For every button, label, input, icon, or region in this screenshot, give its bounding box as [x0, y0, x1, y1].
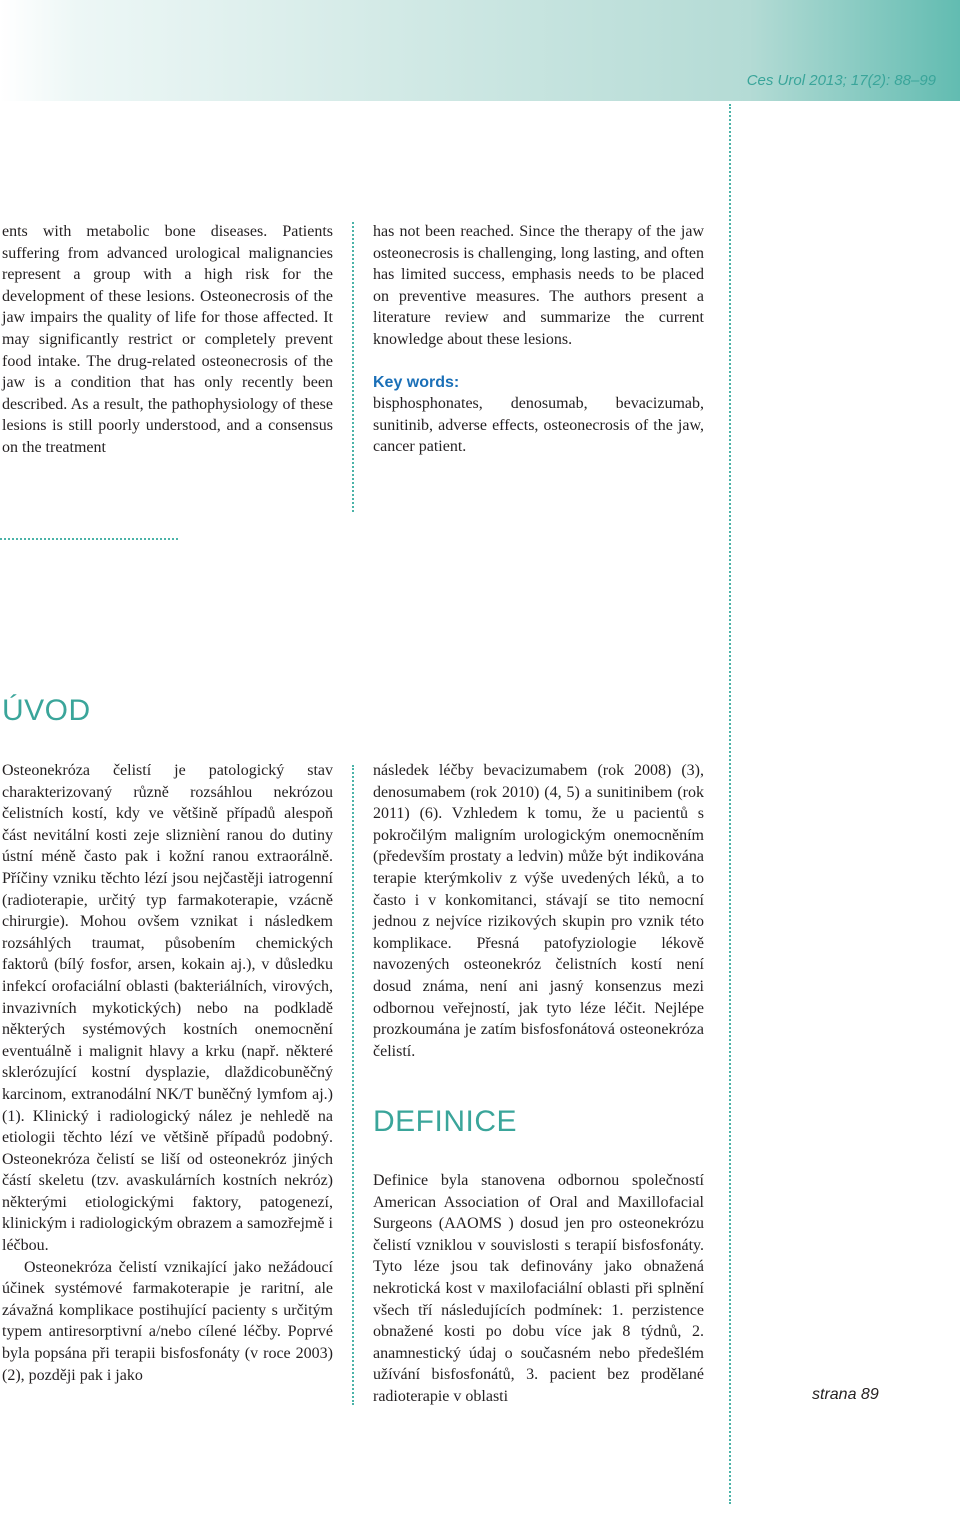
right-margin-rule: [729, 104, 731, 1504]
uvod-paragraph-3: následek léčby bevacizumabem (rok 2008) (3), denosumabem (rok 2010) (4, 5) a sunitinibem (rok 2011) (6). Vzhledem k tomu, že u pacientů s pokročilým maligním urologickým onemocněním (především prostaty a ledvin) může být indikována terapie kterýmkoliv z výše uvedených léků, a to často i v konkomitanci, stávají se tito nemocní jednou z nejvíce rizikových skupin pro vznik této komplikace. Přesná patofyziologie lékově navozených osteonekróz čelistních kostí není dosud známa, není ani jasný konsenzus mezi odbornou veřejností, jak tyto léze léčit. Nejlépe prozkoumána je zatím bisfosfonátová osteonekróza čelistí.: [373, 762, 704, 1060]
definice-paragraph-1: Definice byla stanovena odbornou společností American Association of Oral and Maxillofacial Surgeons (AAOMS ) dosud jen pro osteonekrózu čelistí vzniklou v souvislosti s terapií bisfosfonáty. Tyto léze jsou tak definovány jako obnažená nekrotická kost v maxilofaciální oblasti při splnění všech tří následujících podmínek: 1. perzistence obnažené kosti po dobu více jak 8 týdnů, 2. anamnestický údaj o současném nebo předešlém užívání bisfosfonátů, 3. pacient bez prodělané radioterapie v oblasti: [373, 1172, 704, 1405]
abstract-right-column: [373, 221, 704, 458]
page-number: strana 89: [812, 1386, 879, 1403]
journal-citation: Ces Urol 2013; 17(2): 88–99: [746, 72, 936, 89]
abstract-text-left: ents with metabolic bone diseases. Patients suffering from advanced urological malignancies represent a group with a high risk for the development of these lesions. Osteonecrosis of the jaw impairs the quality of life for those affected. It may significantly restrict or completely prevent food intake. The drug-related osteonecrosis of the jaw is a condition that has only recently been described. As a result, the pathophysiology of these lesions is still poorly understood, and a consensus on the treatment: [2, 223, 333, 456]
uvod-paragraph-1: Osteonekróza čelistí je patologický stav charakterizovaný různě rozsáhlou nekrózou čelistních kostí, kdy ve většině případů alespoň část nevitální kosti zeje sliznièní ranou do dutiny ústní méně často pak i kožní ranou extraorálně. Příčiny vzniku těchto lézí jsou nejčastěji iatrogenní (radioterapie, určitý typ farmakoterapie, vzácně chirurgie). Mohou ovšem vznikat i následkem rozsáhlých traumat, působením chemických faktorů (bílý fosfor, arsen, kokain aj.), v důsledku infekcí orofaciální oblasti (bakteriálních, virových, invazivních mykotických) nebo na podkladě některých systémových kostních onemocnění eventuálně i malignit hlavy a krku (např. některé sklerózující kostní dysplazie, dlaždicobuněčný karcinom, extranodální NK/T buněčný lymfom aj.) (1). Klinický i radiologický nález je nehledě na etiologii těchto lézí ve většině případů podobný. Osteonekróza čelistí se liší od osteonekróz jiných částí skeletu (tzv. avaskulárních kostních nekróz) některými etiologickými faktory, patogenezí, klinickým i radiologickým obrazem a samozřejmě i léčbou.: [2, 762, 333, 1255]
definice-heading: DEFINICE: [373, 1105, 518, 1138]
section-separator: [0, 538, 178, 540]
abstract-text-right: has not been reached. Since the therapy of the jaw osteonecrosis is challenging, long lasting, and often has limited success, emphasis needs to be placed on preventive measures. The authors present a literature review and summarize the current knowledge about these lesions.: [373, 223, 704, 348]
uvod-left-column: [2, 760, 333, 1386]
uvod-paragraph-2: Osteonekróza čelistí vznikající jako nežádoucí účinek systémové farmakoterapie je raritní, ale závažná komplikace postihující pacienty s určitým typem antiresorptivní a/nebo cílené léčby. Poprvé byla popsána při terapii bisfosfonáty (v roce 2003) (2), později pak i jako: [2, 1258, 333, 1384]
abstract-left-column: [2, 221, 333, 459]
body-divider: [352, 765, 354, 1405]
definice-column: [373, 1170, 704, 1408]
uvod-heading: ÚVOD: [2, 694, 91, 727]
keywords-list: bisphosphonates, denosumab, bevacizumab, sunitinib, adverse effects, osteonecrosis of the jaw, cancer patient.: [373, 395, 704, 456]
abstract-divider: [352, 222, 354, 512]
keywords-title: Key words:: [373, 373, 460, 391]
uvod-right-column: [373, 760, 704, 1062]
